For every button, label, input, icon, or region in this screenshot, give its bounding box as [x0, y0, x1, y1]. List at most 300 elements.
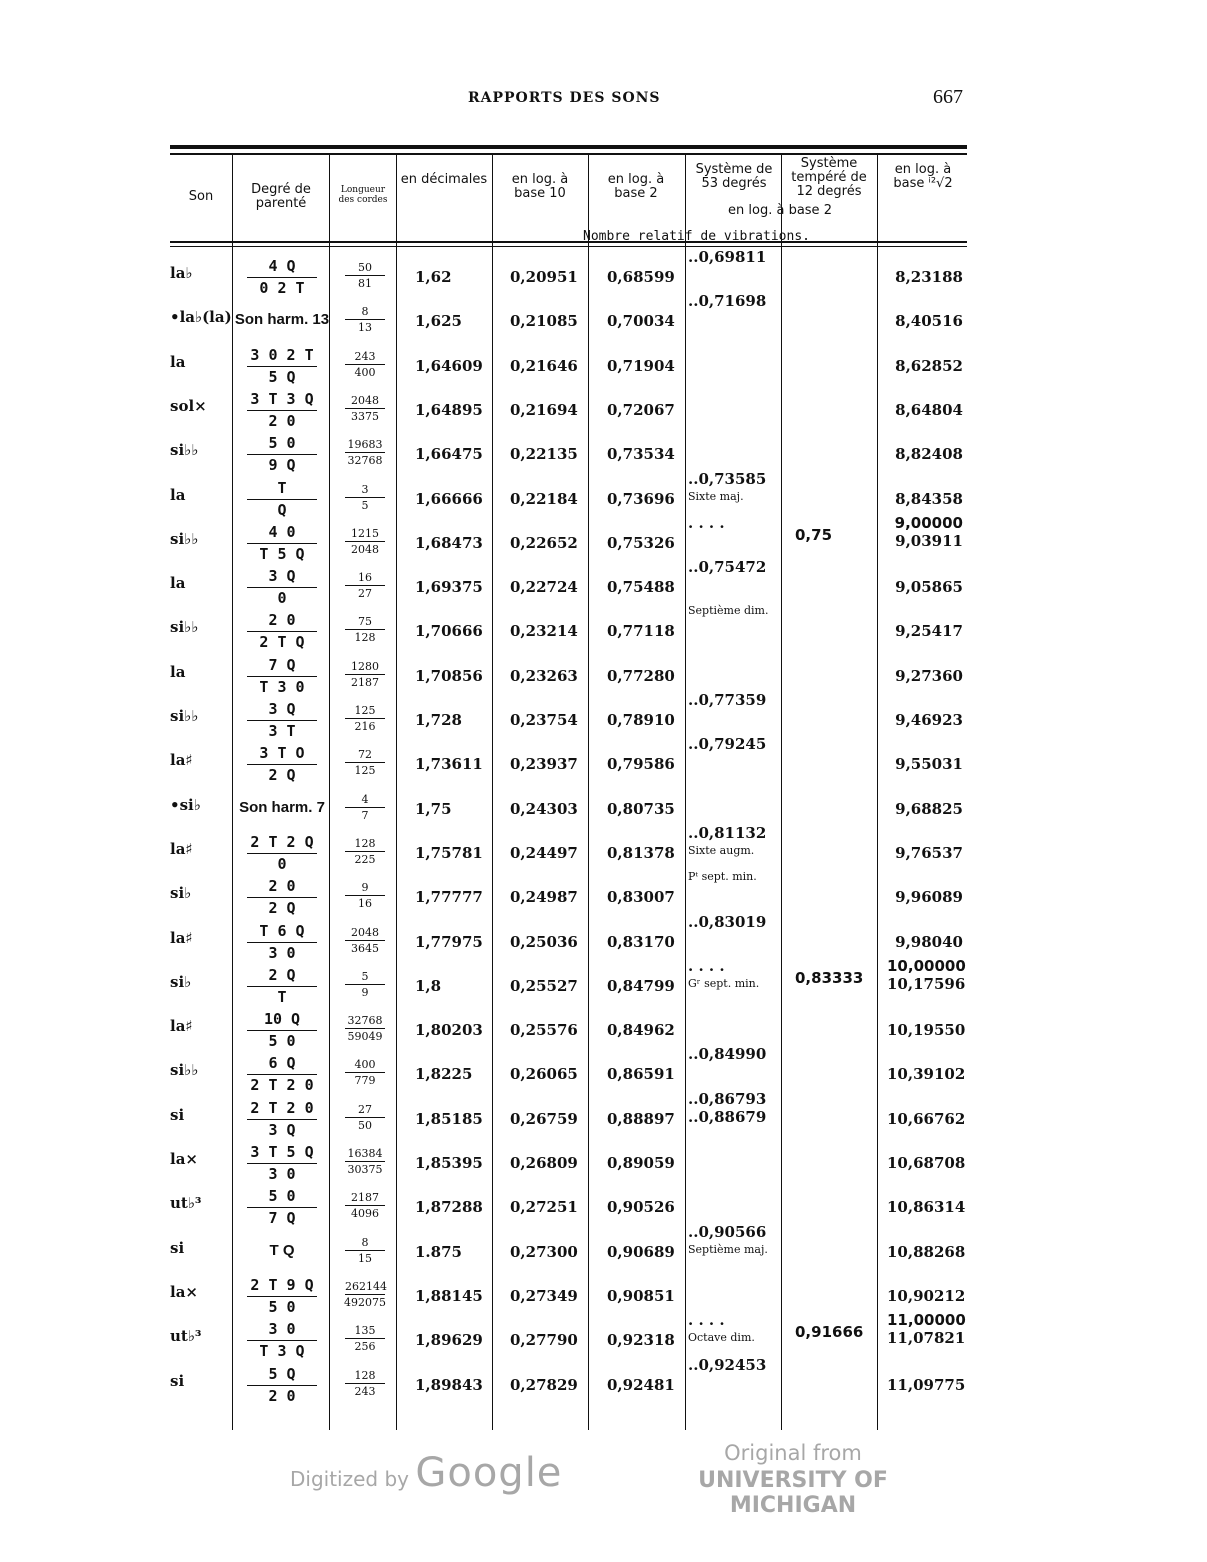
- table-row: [170, 1222, 967, 1275]
- log10-cell: 0,26065: [510, 1065, 578, 1084]
- degre-numerator: 3 Q: [247, 699, 317, 721]
- degre-numerator: 3 0 2 T: [247, 345, 317, 367]
- logroot-value: 9,96089: [895, 888, 963, 907]
- degre-denominator: T 3 Q: [259, 1342, 305, 1361]
- log2-cell: 0,77118: [607, 622, 675, 641]
- sys53-cell: [688, 1090, 783, 1126]
- degre-cell: [233, 389, 331, 431]
- table-row: [170, 735, 967, 787]
- table-row: [170, 558, 967, 610]
- log10-cell: 0,27829: [510, 1375, 578, 1394]
- degre-numerator: 3 Q: [247, 566, 317, 588]
- longueur-numerator: 2048: [345, 393, 385, 409]
- longueur-denominator: 81: [358, 277, 372, 290]
- digitized-by-google-watermark: [290, 1450, 562, 1496]
- decimales-cell: 1,75: [415, 799, 452, 818]
- sys53-value: . . . .: [688, 1311, 725, 1330]
- decimales-cell: 1,625: [415, 312, 462, 331]
- logroot-cell: [887, 800, 963, 818]
- longueur-numerator: 9: [345, 880, 385, 896]
- son-cell: la♯: [170, 839, 193, 858]
- log2-cell: 0,83170: [607, 932, 675, 951]
- table-row: [170, 1275, 967, 1319]
- longueur-cell: [333, 570, 397, 601]
- longueur-denominator: 779: [354, 1074, 376, 1088]
- longueur-cell: [333, 482, 397, 513]
- decimales-cell: 1,89629: [415, 1331, 483, 1350]
- sys53-value: ..0,81132: [688, 823, 767, 842]
- sys53-value: ..0,84990: [688, 1045, 767, 1064]
- log2-cell: 0,73534: [607, 445, 675, 464]
- log2-cell: 0,72067: [607, 400, 675, 419]
- decimales-cell: 1,73611: [415, 755, 483, 774]
- sys53-cell: [688, 1311, 783, 1347]
- longueur-cell: [333, 792, 397, 823]
- logroot-value: 9,68825: [895, 799, 963, 818]
- log2-cell: 0,73696: [607, 489, 675, 508]
- degre-cell: [233, 256, 331, 298]
- son-cell: la♯: [170, 1017, 193, 1036]
- son-cell: la×: [170, 1150, 198, 1168]
- longueur-cell: [333, 925, 397, 956]
- sys53-cell: [688, 913, 783, 931]
- sys53-value: ..0,79245: [688, 735, 767, 754]
- son-cell: la×: [170, 1282, 198, 1301]
- logroot-value: 8,23188: [895, 268, 963, 286]
- log10-cell: 0,23263: [510, 666, 578, 685]
- degre-cell: [233, 655, 331, 697]
- degre-numerator: 4 0: [247, 522, 317, 544]
- logroot-value: 9,25417: [895, 622, 963, 641]
- degre-label: Son harm. 13: [234, 311, 330, 329]
- degre-cell: [233, 610, 331, 652]
- log2-cell: 0,68599: [607, 268, 675, 286]
- log10-cell: 0,27790: [510, 1331, 578, 1350]
- logroot-cell: [887, 357, 963, 375]
- decimales-cell: 1,88145: [415, 1286, 483, 1305]
- son-cell: si♭♭: [170, 707, 199, 725]
- table-row: [170, 823, 967, 876]
- log2-cell: 0,71904: [607, 356, 675, 375]
- son-cell: si♭: [170, 972, 192, 991]
- degre-cell: [233, 965, 331, 1007]
- degre-denominator: 3 Q: [268, 1120, 296, 1139]
- header-sys12: Système tempéré de 12 degrés: [791, 156, 867, 199]
- logroot-cell: [887, 755, 963, 773]
- logroot-cell: [887, 312, 963, 330]
- degre-cell: [233, 566, 331, 608]
- degre-numerator: 2 T 2 0: [247, 1098, 317, 1120]
- longueur-cell: [333, 836, 397, 867]
- degre-denominator: 2 Q: [268, 899, 296, 918]
- degre-cell: [233, 1009, 331, 1051]
- table-row: [170, 912, 967, 965]
- longueur-numerator: 262144: [345, 1279, 387, 1293]
- log2-cell: 0,88897: [607, 1109, 675, 1128]
- table-row: [170, 604, 967, 654]
- logroot-value: 10,66762: [887, 1109, 966, 1128]
- logroot-value: 8,62852: [895, 356, 963, 375]
- longueur-numerator: 32768: [345, 1013, 385, 1029]
- degre-label: Son harm. 7: [239, 798, 325, 816]
- logroot-value: 9,05865: [895, 578, 963, 597]
- longueur-denominator: 243: [354, 1384, 376, 1398]
- longueur-cell: [333, 659, 397, 690]
- decimales-cell: 1,66666: [415, 489, 483, 508]
- log10-cell: 0,26759: [510, 1109, 578, 1128]
- longueur-denominator: 27: [358, 587, 372, 601]
- table-row: [170, 788, 967, 832]
- longueur-denominator: 15: [358, 1251, 372, 1265]
- log10-cell: 0,23937: [510, 755, 578, 774]
- logroot-cell: [887, 513, 963, 550]
- logroot-cell: [887, 1311, 966, 1348]
- degre-cell: [233, 1319, 331, 1361]
- longueur-denominator: 7: [361, 808, 369, 822]
- son-cell: si♭♭: [170, 529, 199, 548]
- son-cell: ut♭³: [170, 1194, 202, 1213]
- sys53-value: ..0,73585: [688, 469, 767, 488]
- log2-cell: 0,70034: [607, 312, 675, 331]
- sys53-note: Sixte maj.: [688, 489, 744, 503]
- table-row: [170, 1089, 967, 1142]
- log10-cell: 0,24303: [510, 799, 578, 818]
- log10-cell: 0,23214: [510, 622, 578, 641]
- original-from-watermark: [668, 1441, 918, 1518]
- degre-numerator: 7 Q: [247, 655, 317, 677]
- header-decimales: en décimales: [400, 172, 488, 187]
- longueur-cell: [333, 1013, 397, 1044]
- log2-cell: 0,81378: [607, 843, 675, 862]
- son-cell: la♭: [170, 264, 193, 282]
- log2-cell: 0,89059: [607, 1154, 675, 1172]
- degre-denominator: 3 0: [268, 1165, 296, 1183]
- degre-cell: [233, 433, 331, 475]
- logroot-value: 9,46923: [895, 711, 963, 729]
- longueur-numerator: 16384: [345, 1146, 385, 1162]
- degre-denominator: 2 0: [268, 411, 296, 430]
- son-cell: si: [170, 1105, 185, 1124]
- table-row: [170, 469, 967, 522]
- longueur-cell: [333, 526, 397, 557]
- decimales-cell: 1,728: [415, 711, 462, 729]
- longueur-denominator: 9: [361, 985, 369, 999]
- log2-cell: 0,84962: [607, 1021, 675, 1040]
- degre-cell: [233, 345, 331, 387]
- log10-cell: 0,21646: [510, 356, 578, 375]
- degre-label: T Q: [269, 1241, 295, 1259]
- log2-cell: 0,79586: [607, 755, 675, 774]
- son-cell: la: [170, 662, 186, 681]
- sys53-cell: [688, 248, 783, 266]
- son-cell: si♭: [170, 884, 192, 903]
- sys53-cell: [688, 824, 783, 860]
- degre-denominator: 3 0: [268, 943, 296, 962]
- degre-cell: [233, 743, 331, 785]
- log10-cell: 0,20951: [510, 268, 578, 286]
- longueur-denominator: 125: [354, 764, 376, 778]
- logroot-cell: [887, 711, 963, 729]
- son-cell: la♯: [170, 928, 193, 947]
- log2-cell: 0,75326: [607, 533, 675, 552]
- logroot-cell: [887, 1065, 966, 1084]
- decimales-cell: 1,87288: [415, 1198, 483, 1217]
- degre-cell: [233, 1231, 331, 1261]
- son-cell: ut♭³: [170, 1327, 202, 1346]
- log2-cell: 0,83007: [607, 888, 675, 907]
- table-row: [170, 248, 967, 300]
- header-son: Son: [188, 189, 214, 204]
- log2-cell: 0,90689: [607, 1242, 675, 1261]
- page-number: 667: [933, 86, 963, 108]
- longueur-numerator: 2048: [345, 925, 385, 941]
- logroot-value: 9,27360: [895, 666, 963, 685]
- degre-denominator: 7 Q: [268, 1209, 296, 1228]
- longueur-numerator: 8: [345, 1235, 385, 1251]
- logroot-value: 11,07821: [887, 1329, 966, 1348]
- decimales-cell: 1,8225: [415, 1065, 473, 1084]
- table-rule-top-thick: [170, 145, 967, 149]
- sys53-cell: [688, 735, 783, 753]
- sys53-value: ..0,83019: [688, 912, 767, 931]
- log10-cell: 0,22135: [510, 445, 578, 464]
- decimales-cell: 1,85185: [415, 1109, 483, 1128]
- logroot-cell: [887, 490, 963, 508]
- table-rule-header-bottom-thin: [170, 246, 967, 247]
- son-cell: si: [170, 1238, 185, 1257]
- log10-cell: 0,22184: [510, 489, 578, 508]
- header-sys-subhead: en log. à base 2: [728, 203, 832, 218]
- degre-cell: [233, 1275, 331, 1317]
- table-row: [170, 1355, 967, 1408]
- log2-cell: 0,92318: [607, 1331, 675, 1350]
- longueur-numerator: 16: [345, 570, 385, 586]
- longueur-numerator: 2187: [345, 1190, 385, 1206]
- sys53-value: ..0,71698: [688, 292, 767, 311]
- decimales-cell: 1,69375: [415, 578, 483, 597]
- degre-cell: [233, 1142, 331, 1184]
- longueur-denominator: 30375: [347, 1163, 383, 1176]
- log10-cell: 0,21694: [510, 400, 578, 419]
- longueur-numerator: 27: [345, 1102, 385, 1118]
- degre-denominator: 0 2 T: [259, 279, 305, 297]
- log10-cell: 0,21085: [510, 312, 578, 331]
- log2-cell: 0,80735: [607, 799, 675, 818]
- sys53-value: . . . .: [688, 956, 725, 975]
- logroot-cell: [887, 844, 963, 862]
- degre-denominator: 3 T: [268, 722, 296, 740]
- logroot-cell: [887, 445, 963, 463]
- logroot-value: 10,68708: [887, 1154, 966, 1172]
- degre-numerator: 5 0: [247, 433, 317, 455]
- log2-cell: 0,92481: [607, 1375, 675, 1394]
- logroot-cell: [887, 888, 963, 906]
- decimales-cell: 1,77777: [415, 888, 483, 907]
- original-from-label: Original from: [724, 1441, 862, 1465]
- decimales-cell: 1.875: [415, 1242, 462, 1261]
- sys53-cell: [688, 514, 783, 532]
- longueur-cell: [333, 1146, 397, 1177]
- longueur-numerator: 125: [345, 703, 385, 719]
- table-row: [170, 870, 967, 920]
- sys53-cell: [688, 470, 783, 506]
- longueur-numerator: 5: [345, 969, 385, 985]
- degre-numerator: 3 T O: [247, 743, 317, 765]
- header-log10: en log. à base 10: [511, 172, 569, 201]
- son-cell: •si♭: [170, 795, 201, 814]
- logroot-cell: [887, 1109, 966, 1128]
- longueur-cell: [333, 1368, 397, 1399]
- table-rule-header-bottom: [170, 241, 967, 243]
- son-cell: la: [170, 485, 186, 504]
- digitized-label: Digitized by: [290, 1467, 409, 1491]
- log2-cell: 0,90851: [607, 1286, 675, 1305]
- sys53-note: Septième dim.: [688, 604, 769, 618]
- longueur-denominator: 400: [354, 365, 376, 379]
- longueur-cell: [333, 1190, 397, 1221]
- table-row: [170, 691, 967, 743]
- degre-cell: [233, 478, 331, 520]
- longueur-denominator: 128: [354, 631, 376, 645]
- table-row: [170, 389, 967, 433]
- logroot-cell: [887, 933, 963, 951]
- degre-denominator: Q: [277, 500, 287, 519]
- longueur-denominator: 3375: [351, 409, 379, 423]
- log10-cell: 0,27251: [510, 1198, 578, 1217]
- longueur-denominator: 216: [354, 720, 376, 733]
- longueur-numerator: 50: [345, 260, 385, 276]
- son-cell: si♭♭: [170, 441, 199, 460]
- sys53-cell: [688, 868, 783, 886]
- degre-denominator: 2 T 2 0: [250, 1076, 314, 1095]
- longueur-numerator: 1280: [345, 659, 385, 675]
- header-logroot: en log. à base ⁱ²√2: [893, 162, 953, 191]
- log10-cell: 0,27349: [510, 1286, 578, 1305]
- degre-numerator: 2 T 9 Q: [247, 1275, 317, 1297]
- decimales-cell: 1,66475: [415, 445, 483, 464]
- degre-denominator: 5 0: [268, 1032, 296, 1051]
- longueur-numerator: 3: [345, 482, 385, 498]
- longueur-cell: [333, 969, 397, 1000]
- logroot-cell: [887, 956, 966, 993]
- logroot-integer-value: 11,00000: [887, 1311, 966, 1330]
- son-cell: si♭♭: [170, 618, 199, 637]
- longueur-denominator: 2187: [351, 675, 379, 689]
- son-cell: la♯: [170, 751, 193, 770]
- decimales-cell: 1,70856: [415, 666, 483, 685]
- degre-denominator: 2 T Q: [259, 633, 305, 652]
- log10-cell: 0,23754: [510, 711, 578, 729]
- degre-numerator: T: [247, 478, 317, 500]
- son-cell: si: [170, 1371, 185, 1390]
- log10-cell: 0,27300: [510, 1242, 578, 1261]
- log2-cell: 0,84799: [607, 976, 675, 995]
- sys53-cell: [688, 1045, 783, 1063]
- logroot-cell: [887, 1286, 966, 1305]
- log10-cell: 0,26809: [510, 1154, 578, 1172]
- degre-cell: [233, 876, 331, 918]
- sys53-value: ..0,92453: [688, 1355, 767, 1374]
- logroot-cell: [887, 268, 963, 286]
- sys53-value: ..0,75472: [688, 558, 767, 577]
- longueur-cell: [333, 703, 397, 734]
- longueur-cell: [333, 304, 397, 335]
- logroot-value: 10,88268: [887, 1242, 966, 1261]
- longueur-numerator: 243: [345, 349, 385, 365]
- sys12-cell: 0,83333: [795, 968, 864, 987]
- sys53-value: ..0,69811: [688, 248, 767, 266]
- logroot-cell: [887, 1375, 966, 1394]
- longueur-numerator: 4: [345, 792, 385, 808]
- longueur-denominator: 225: [354, 852, 376, 866]
- header-log2: en log. à base 2: [607, 172, 665, 201]
- degre-numerator: 2 0: [247, 610, 317, 632]
- sys12-cell: 0,75: [795, 525, 833, 544]
- longueur-numerator: 72: [345, 747, 385, 763]
- log10-cell: 0,25576: [510, 1021, 578, 1040]
- longueur-cell: [333, 393, 397, 424]
- degre-cell: [233, 699, 331, 741]
- header-longueur: Longueur des cordes: [338, 185, 388, 205]
- son-cell: si♭♭: [170, 1061, 199, 1080]
- university-label: UNIVERSITY OF MICHIGAN: [698, 1468, 888, 1518]
- longueur-cell: [333, 437, 397, 468]
- degre-denominator: 2 0: [268, 1386, 296, 1405]
- decimales-cell: 1,75781: [415, 843, 483, 862]
- table-row: [170, 345, 967, 389]
- log10-cell: 0,22652: [510, 533, 578, 552]
- degre-numerator: 3 T 3 Q: [247, 389, 317, 411]
- degre-numerator: 6 Q: [247, 1053, 317, 1075]
- header-degre: Degré de parenté: [251, 182, 311, 211]
- decimales-cell: 1,70666: [415, 622, 483, 641]
- table-row: [170, 433, 967, 477]
- degre-cell: [233, 788, 331, 818]
- sys53-value: . . . .: [688, 513, 725, 532]
- longueur-denominator: 492075: [344, 1295, 386, 1309]
- logroot-cell: [887, 1198, 966, 1217]
- decimales-cell: 1,77975: [415, 932, 483, 951]
- running-title: RAPPORTS DES SONS: [468, 90, 661, 106]
- longueur-cell: [333, 880, 397, 911]
- degre-cell: [233, 1098, 331, 1140]
- degre-numerator: 3 T 5 Q: [247, 1142, 317, 1164]
- sys53-cell: [688, 602, 783, 620]
- log10-cell: 0,22724: [510, 578, 578, 597]
- longueur-denominator: 59049: [347, 1030, 383, 1044]
- logroot-cell: [887, 401, 963, 419]
- logroot-cell: [887, 622, 963, 640]
- degre-cell: [233, 300, 331, 330]
- logroot-value: 9,55031: [895, 755, 963, 774]
- longueur-numerator: 135: [345, 1323, 385, 1339]
- degre-cell: [233, 522, 331, 564]
- longueur-cell: [333, 1102, 397, 1133]
- degre-denominator: T 5 Q: [259, 544, 305, 563]
- longueur-denominator: 16: [358, 897, 372, 911]
- longueur-numerator: 128: [345, 1368, 385, 1384]
- logroot-value: 10,19550: [887, 1021, 966, 1040]
- sys53-cell: [688, 1223, 783, 1259]
- longueur-denominator: 256: [354, 1340, 376, 1354]
- logroot-cell: [887, 1154, 966, 1172]
- sys53-note: Octave dim.: [688, 1331, 755, 1345]
- longueur-numerator: 1215: [345, 526, 385, 542]
- degre-denominator: T: [277, 987, 287, 1006]
- logroot-cell: [887, 1242, 966, 1261]
- degre-numerator: 2 Q: [247, 965, 317, 987]
- sys53-value: ..0,90566: [688, 1222, 767, 1241]
